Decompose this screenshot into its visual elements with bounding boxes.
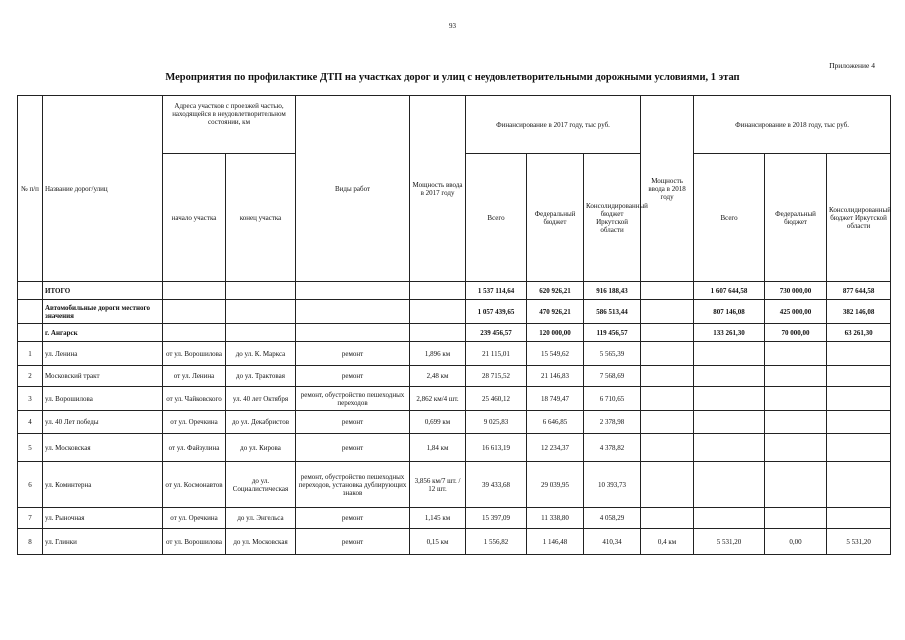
capacity-2018 [641, 462, 694, 508]
summary-label: ИТОГО [43, 282, 163, 300]
total-2017: 1 537 114,64 [466, 282, 527, 300]
road-name: Московский тракт [43, 366, 163, 387]
section-start: от ул. Оречкина [163, 508, 226, 529]
total-2017: 21 115,01 [466, 342, 527, 366]
federal-2018 [765, 411, 827, 434]
consolidated-2017: 4 058,29 [584, 508, 641, 529]
section-end: до ул. Энгельса [226, 508, 296, 529]
capacity-2017: 3,856 км/7 шт. / 12 шт. [410, 462, 466, 508]
total-2017: 9 025,83 [466, 411, 527, 434]
federal-2017: 1 146,48 [527, 529, 584, 555]
row-number: 8 [18, 529, 43, 555]
consolidated-2017: 2 378,98 [584, 411, 641, 434]
table-row [18, 462, 891, 508]
federal-2017: 18 749,47 [527, 387, 584, 411]
federal-2017: 12 234,37 [527, 434, 584, 462]
consolidated-2017: 586 513,44 [584, 300, 641, 324]
section-start: от ул. Космонавтов [163, 462, 226, 508]
header-financing-2017: Финансирование в 2017 году, тыс руб. [466, 96, 641, 154]
header-total-2018: Всего [694, 154, 765, 282]
empty-cell [641, 282, 694, 300]
federal-2017: 6 646,85 [527, 411, 584, 434]
road-name: ул. Глинки [43, 529, 163, 555]
total-2018 [694, 342, 765, 366]
federal-2017: 11 338,80 [527, 508, 584, 529]
row-number: 6 [18, 462, 43, 508]
federal-2018: 70 000,00 [765, 324, 827, 342]
empty-cell [296, 300, 410, 324]
empty-cell [226, 300, 296, 324]
road-name: ул. Рыночная [43, 508, 163, 529]
consolidated-2018 [827, 387, 891, 411]
consolidated-2018: 382 146,08 [827, 300, 891, 324]
empty-cell [163, 300, 226, 324]
road-name: ул. Ленина [43, 342, 163, 366]
header-federal-2018: Федеральный бюджет [765, 154, 827, 282]
empty-cell [18, 282, 43, 300]
header-consolidated-2017: Консолидированный бюджет Иркутской области [584, 154, 641, 282]
road-name: ул. Ворошилова [43, 387, 163, 411]
header-addresses: Адреса участков с проезжей частью, находящейся в неудовлетворительном состоянии, км [163, 96, 296, 154]
consolidated-2018 [827, 366, 891, 387]
total-2018 [694, 434, 765, 462]
consolidated-2018: 877 644,58 [827, 282, 891, 300]
capacity-2017: 2,862 км/4 шт. [410, 387, 466, 411]
federal-2017: 29 039,95 [527, 462, 584, 508]
consolidated-2018 [827, 342, 891, 366]
capacity-2018 [641, 508, 694, 529]
federal-2018 [765, 462, 827, 508]
federal-2018 [765, 366, 827, 387]
empty-cell [163, 282, 226, 300]
federal-2017: 620 926,21 [527, 282, 584, 300]
row-number: 5 [18, 434, 43, 462]
header-capacity-2018: Мощность ввода в 2018 году [641, 96, 694, 282]
section-start: от ул. Ворошилова [163, 529, 226, 555]
empty-cell [18, 324, 43, 342]
road-name: ул. Московская [43, 434, 163, 462]
row-number: 7 [18, 508, 43, 529]
document-title: Мероприятия по профилактике ДТП на участках дорог и улиц с неудовлетворительными дорожными условиями, 1 этап [165, 72, 740, 83]
consolidated-2018 [827, 462, 891, 508]
summary-row [18, 300, 891, 324]
total-2018: 807 146,08 [694, 300, 765, 324]
total-2017: 16 613,19 [466, 434, 527, 462]
table-row [18, 342, 891, 366]
federal-2018 [765, 434, 827, 462]
total-2018: 1 607 644,58 [694, 282, 765, 300]
capacity-2017: 0,15 км [410, 529, 466, 555]
federal-2018 [765, 387, 827, 411]
work-type: ремонт [296, 411, 410, 434]
row-number: 4 [18, 411, 43, 434]
consolidated-2018 [827, 434, 891, 462]
measures-table [17, 95, 891, 555]
header-capacity-2017: Мощность ввода в 2017 году [410, 96, 466, 282]
capacity-2017: 0,699 км [410, 411, 466, 434]
total-2018 [694, 387, 765, 411]
consolidated-2017: 10 393,73 [584, 462, 641, 508]
row-number: 3 [18, 387, 43, 411]
summary-row [18, 282, 891, 300]
row-number: 2 [18, 366, 43, 387]
capacity-2018: 0,4 км [641, 529, 694, 555]
empty-cell [296, 324, 410, 342]
federal-2018 [765, 342, 827, 366]
header-consolidated-2018: Консолидированный бюджет Иркутской области [827, 154, 891, 282]
total-2017: 39 433,68 [466, 462, 527, 508]
consolidated-2018 [827, 508, 891, 529]
work-type: ремонт, обустройство пешеходных переходов [296, 387, 410, 411]
federal-2018: 425 000,00 [765, 300, 827, 324]
total-2017: 239 456,57 [466, 324, 527, 342]
page-number: 93 [449, 22, 456, 30]
total-2018: 5 531,20 [694, 529, 765, 555]
total-2017: 25 460,12 [466, 387, 527, 411]
road-name: ул. 40 Лет победы [43, 411, 163, 434]
total-2018 [694, 462, 765, 508]
empty-cell [410, 324, 466, 342]
consolidated-2018 [827, 411, 891, 434]
empty-cell [226, 324, 296, 342]
capacity-2018 [641, 411, 694, 434]
federal-2018: 730 000,00 [765, 282, 827, 300]
capacity-2018 [641, 434, 694, 462]
section-end: до ул. Трактовая [226, 366, 296, 387]
consolidated-2017: 6 710,65 [584, 387, 641, 411]
empty-cell [410, 300, 466, 324]
section-start: от ул. Ворошилова [163, 342, 226, 366]
appendix-label: Приложение 4 [829, 61, 875, 70]
table-row [18, 529, 891, 555]
total-2018 [694, 366, 765, 387]
header-end: конец участка [226, 154, 296, 282]
table-row [18, 411, 891, 434]
federal-2017: 21 146,83 [527, 366, 584, 387]
section-end: до ул. Кирова [226, 434, 296, 462]
section-start: от ул. Ленина [163, 366, 226, 387]
work-type: ремонт [296, 508, 410, 529]
empty-cell [641, 300, 694, 324]
capacity-2018 [641, 366, 694, 387]
federal-2017: 470 926,21 [527, 300, 584, 324]
empty-cell [18, 300, 43, 324]
federal-2018 [765, 508, 827, 529]
total-2018 [694, 508, 765, 529]
consolidated-2017: 4 378,82 [584, 434, 641, 462]
summary-label: Автомобильные дороги местного значения [43, 300, 163, 324]
total-2018: 133 261,30 [694, 324, 765, 342]
work-type: ремонт [296, 366, 410, 387]
section-start: от ул. Оречкина [163, 411, 226, 434]
total-2017: 1 556,82 [466, 529, 527, 555]
header-federal-2017: Федеральный бюджет [527, 154, 584, 282]
empty-cell [296, 282, 410, 300]
consolidated-2018: 63 261,30 [827, 324, 891, 342]
capacity-2017: 2,48 км [410, 366, 466, 387]
consolidated-2017: 916 188,43 [584, 282, 641, 300]
consolidated-2017: 5 565,39 [584, 342, 641, 366]
empty-cell [163, 324, 226, 342]
section-start: от ул. Файзулина [163, 434, 226, 462]
federal-2017: 120 000,00 [527, 324, 584, 342]
header-works: Виды работ [296, 96, 410, 282]
total-2017: 1 057 439,65 [466, 300, 527, 324]
table-row [18, 366, 891, 387]
consolidated-2017: 119 456,57 [584, 324, 641, 342]
road-name: ул. Коминтерна [43, 462, 163, 508]
header-total-2017: Всего [466, 154, 527, 282]
row-number: 1 [18, 342, 43, 366]
work-type: ремонт, обустройство пешеходных переходов, установка дублирующих знаков [296, 462, 410, 508]
capacity-2017: 1,145 км [410, 508, 466, 529]
section-end: до ул. Социалистическая [226, 462, 296, 508]
section-start: от ул. Чайковского [163, 387, 226, 411]
total-2017: 15 397,09 [466, 508, 527, 529]
table-row [18, 508, 891, 529]
empty-cell [641, 324, 694, 342]
summary-row [18, 324, 891, 342]
consolidated-2017: 410,34 [584, 529, 641, 555]
capacity-2018 [641, 342, 694, 366]
header-start: начало участка [163, 154, 226, 282]
table-row [18, 434, 891, 462]
empty-cell [226, 282, 296, 300]
table-row [18, 387, 891, 411]
capacity-2018 [641, 387, 694, 411]
section-end: до ул. Декабристов [226, 411, 296, 434]
section-end: до ул. Московская [226, 529, 296, 555]
capacity-2017: 1,896 км [410, 342, 466, 366]
federal-2017: 15 549,62 [527, 342, 584, 366]
total-2018 [694, 411, 765, 434]
work-type: ремонт [296, 434, 410, 462]
section-end: до ул. К. Маркса [226, 342, 296, 366]
work-type: ремонт [296, 529, 410, 555]
capacity-2017: 1,84 км [410, 434, 466, 462]
consolidated-2018: 5 531,20 [827, 529, 891, 555]
header-financing-2018: Финансирование в 2018 году, тыс руб. [694, 96, 891, 154]
header-name: Название дорог/улиц [43, 96, 163, 282]
summary-label: г. Ангарск [43, 324, 163, 342]
header-num: № п/п [18, 96, 43, 282]
federal-2018: 0,00 [765, 529, 827, 555]
consolidated-2017: 7 568,69 [584, 366, 641, 387]
section-end: ул. 40 лет Октября [226, 387, 296, 411]
empty-cell [410, 282, 466, 300]
work-type: ремонт [296, 342, 410, 366]
total-2017: 28 715,52 [466, 366, 527, 387]
